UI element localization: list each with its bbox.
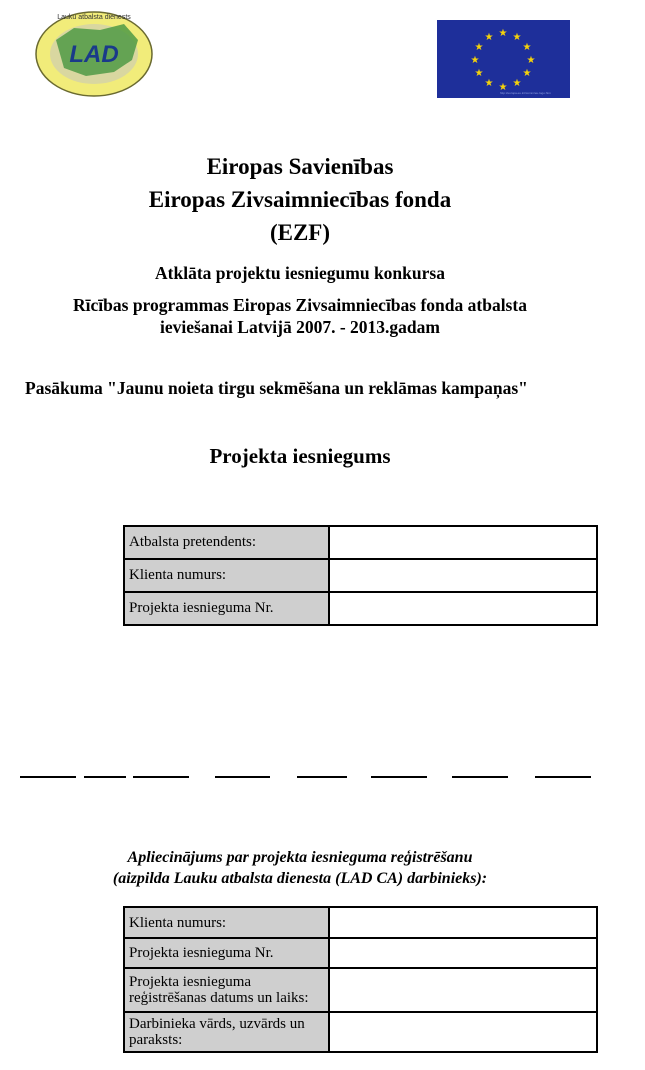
- application-number-label: Projekta iesnieguma Nr.: [124, 592, 329, 625]
- certificate-line-2: (aizpilda Lauku atbalsta dienesta (LAD CA) darbinieks):: [112, 870, 488, 887]
- table-row: [124, 1012, 597, 1052]
- svg-text:★: ★: [470, 55, 480, 66]
- applicant-table: [123, 525, 598, 626]
- svg-text:★: ★: [522, 42, 532, 53]
- table-row: [124, 592, 597, 625]
- cut-dash: [371, 776, 427, 778]
- applicant-label: Atbalsta pretendents:: [124, 526, 329, 559]
- cert-employee-field[interactable]: [329, 1012, 597, 1052]
- table-row: [124, 938, 597, 968]
- lad-logo-text: LAD: [69, 41, 119, 68]
- title-line-3: (EZF): [269, 220, 331, 245]
- cert-client-number-label: Klienta numurs:: [124, 907, 329, 938]
- lad-ring-text: Lauku atbalsta dienests: [57, 14, 131, 21]
- eu-flag: [437, 20, 570, 98]
- cut-dash: [535, 776, 591, 778]
- table-row: [124, 526, 597, 559]
- table-row: [124, 907, 597, 938]
- certificate-table: [123, 906, 598, 1053]
- programme-title: [0, 294, 600, 338]
- svg-text:★: ★: [474, 68, 484, 79]
- svg-text:★: ★: [522, 68, 532, 79]
- client-number-label: Klienta numurs:: [124, 559, 329, 592]
- cut-dash: [215, 776, 270, 778]
- svg-text:★: ★: [498, 28, 508, 39]
- certificate-heading: [0, 847, 600, 889]
- svg-text:★: ★: [512, 78, 522, 89]
- cut-dash: [84, 776, 126, 778]
- application-number-field[interactable]: [329, 592, 597, 625]
- svg-text:★: ★: [498, 82, 508, 93]
- cert-client-number-field[interactable]: [329, 907, 597, 938]
- cert-application-number-label: Projekta iesnieguma Nr.: [124, 938, 329, 968]
- cut-dash: [297, 776, 347, 778]
- cert-registration-label: Projekta iesnieguma reģistrēšanas datums un laiks:: [124, 968, 329, 1012]
- competition-title: Atklāta projektu iesniegumu konkursa: [155, 263, 445, 283]
- lad-logo: [34, 10, 154, 98]
- cert-employee-label: Darbinieka vārds, uzvārds un paraksts:: [124, 1012, 329, 1052]
- programme-line-1: Rīcības programmas Eiropas Zivsaimniecības fonda atbalsta: [73, 295, 527, 315]
- svg-text:★: ★: [484, 32, 494, 43]
- title-line-1: Eiropas Savienības: [206, 154, 394, 179]
- measure-title: Pasākuma "Jaunu noieta tirgu sekmēšana un reklāmas kampaņas": [25, 378, 528, 398]
- svg-text:★: ★: [484, 78, 494, 89]
- cut-dash: [452, 776, 508, 778]
- eu-stars: [437, 20, 570, 98]
- certificate-line-1: Apliecinājums par projekta iesnieguma reģistrēšanu: [127, 849, 473, 866]
- svg-text:★: ★: [474, 42, 484, 53]
- eu-caption: http://europa.eu.int/comm/eu-logo.htm: [500, 91, 551, 95]
- cut-dash: [133, 776, 189, 778]
- programme-line-2: ieviešanai Latvijā 2007. - 2013.gadam: [160, 317, 440, 337]
- svg-text:★: ★: [526, 55, 536, 66]
- document-title: Projekta iesniegums: [209, 444, 391, 468]
- table-row: [124, 559, 597, 592]
- cut-dash: [20, 776, 76, 778]
- cert-registration-field[interactable]: [329, 968, 597, 1012]
- svg-text:★: ★: [512, 32, 522, 43]
- client-number-field[interactable]: [329, 559, 597, 592]
- cert-application-number-field[interactable]: [329, 938, 597, 968]
- fund-title: [0, 150, 600, 249]
- title-line-2: Eiropas Zivsaimniecības fonda: [148, 187, 452, 212]
- table-row: [124, 968, 597, 1012]
- applicant-field[interactable]: [329, 526, 597, 559]
